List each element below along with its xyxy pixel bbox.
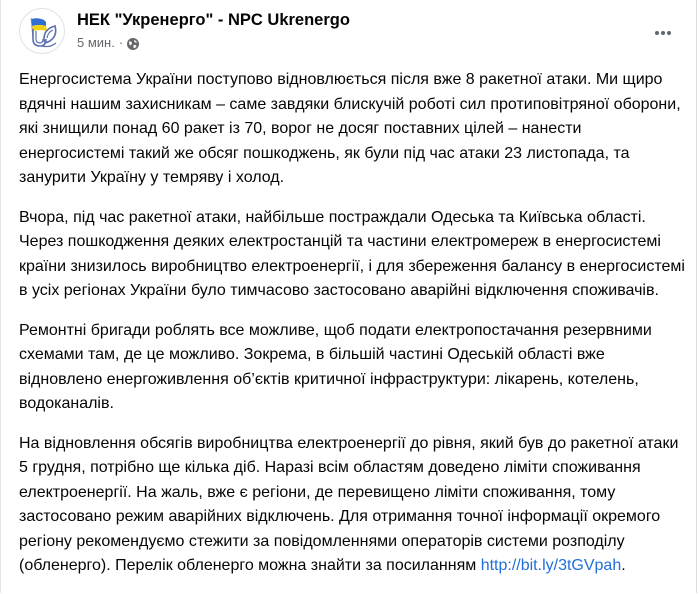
post-timestamp[interactable]: 5 мин. bbox=[77, 35, 115, 50]
more-options-button[interactable] bbox=[645, 18, 681, 48]
post-paragraph: Енергосистема України поступово відновлюється після вже 8 ракетної атаки. Ми щиро вдячні нашим захисникам – саме завдяки блискучій роботі сил протиповітряної оборони, які знищили понад 60 ракет із 70, ворог не досяг поставних цілей – нанести енергосистемі такий же обсяг пошкоджень, як були під час атаки 23 листопада, та занурити Україну у темряву і холод. bbox=[19, 71, 681, 186]
separator-dot: · bbox=[118, 35, 124, 50]
page-avatar[interactable] bbox=[19, 8, 65, 54]
oblenergo-list-link[interactable]: http://bit.ly/3tGVpah bbox=[480, 557, 622, 574]
ukrenergo-logo-icon bbox=[20, 9, 65, 54]
paragraph-trailing: . bbox=[621, 557, 626, 574]
paragraph-text: На відновлення обсягів виробництва електроенергії до рівня, який був до ракетної атаки 5 грудня, потрібно ще кілька діб. Наразі всім областям доведено ліміти споживання електроенергії. На жаль, вже є регіони, де перевищено ліміти споживання, тому застосовано режим аварійних відключень. Для отримання точної інформації окремого регіону рекомендуємо стежити за повідомленнями операторів системи розподілу (обленерго). Перелік обленерго можна знайти за посиланням bbox=[19, 434, 679, 574]
more-dot-icon bbox=[661, 31, 665, 35]
post-header bbox=[19, 8, 350, 54]
more-dot-icon bbox=[667, 31, 671, 35]
globe-icon[interactable] bbox=[127, 37, 139, 49]
post-paragraph-with-link bbox=[19, 432, 691, 579]
post-paragraph: Вчора, під час ракетної атаки, найбільше постраждали Одеська та Київська області. Через пошкодження деяких електростанцій та частини електромереж в енергосистемі країни знизилось виробництво електроенергії, і для збереження балансу в енергосистемі в усіх регіонах України було тимчасово застосовано аварійні відключення споживачів. bbox=[19, 208, 685, 299]
post-paragraph: Ремонтні бригади роблять все можливе, щоб подати електропостачання резервними схемами там, де це можливо. Зокрема, в більшій частині Одеській області вже відновлено енергоживлення об’єктів критичної інфраструктури: лікарень, котелень, водоканалів. bbox=[19, 321, 652, 412]
more-dot-icon bbox=[655, 31, 659, 35]
page-name-link[interactable]: НЕК "Укренерго" - NPC Ukrenergo bbox=[77, 11, 350, 29]
post-body bbox=[19, 68, 691, 594]
